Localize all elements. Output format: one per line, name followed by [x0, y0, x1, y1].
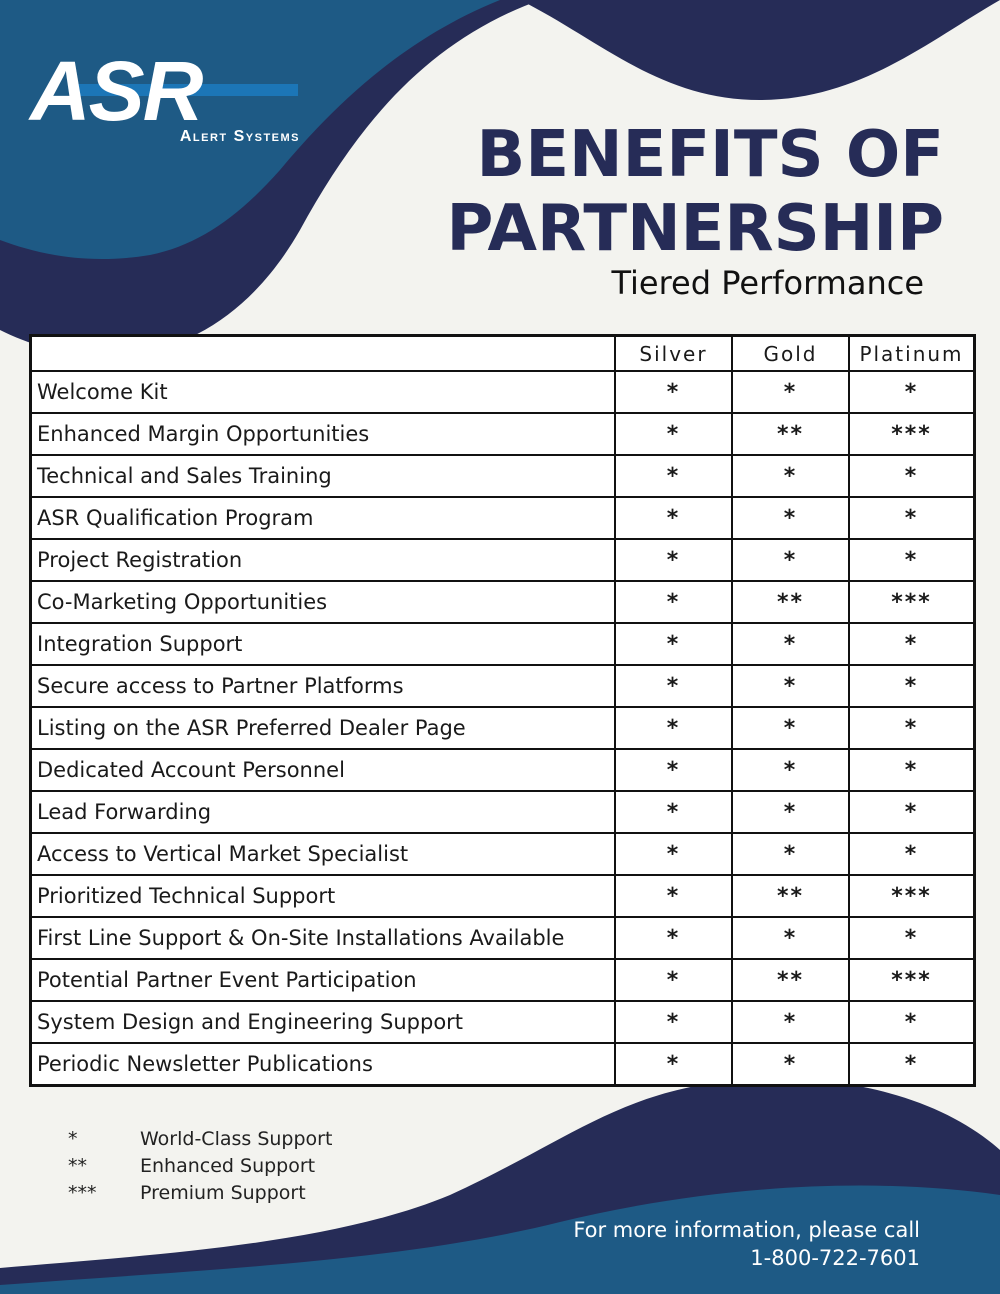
- gold-cell: *: [732, 539, 849, 581]
- legend-symbol: ***: [68, 1182, 97, 1204]
- silver-cell: *: [615, 833, 732, 875]
- gold-cell: *: [732, 749, 849, 791]
- platinum-cell: *: [849, 371, 975, 413]
- contact-info: [573, 1216, 920, 1272]
- table-row: [31, 1043, 975, 1086]
- table-row: [31, 959, 975, 1001]
- page-subtitle: Tiered Performance: [611, 264, 924, 302]
- gold-cell: *: [732, 665, 849, 707]
- table-row: [31, 791, 975, 833]
- table-row: [31, 665, 975, 707]
- gold-cell: *: [732, 1043, 849, 1086]
- silver-cell: *: [615, 497, 732, 539]
- platinum-cell: ***: [849, 413, 975, 455]
- page-title: [446, 118, 944, 266]
- platinum-cell: *: [849, 1001, 975, 1043]
- platinum-cell: *: [849, 455, 975, 497]
- silver-cell: *: [615, 1001, 732, 1043]
- silver-cell: *: [615, 1043, 732, 1086]
- table-row: [31, 749, 975, 791]
- asr-logo: [30, 44, 300, 152]
- platinum-cell: *: [849, 623, 975, 665]
- column-header-gold: Gold: [732, 336, 849, 372]
- platinum-cell: *: [849, 539, 975, 581]
- platinum-cell: *: [849, 917, 975, 959]
- benefit-cell: Potential Partner Event Participation: [31, 959, 616, 1001]
- gold-cell: **: [732, 959, 849, 1001]
- benefit-cell: Lead Forwarding: [31, 791, 616, 833]
- silver-cell: *: [615, 875, 732, 917]
- benefit-cell: Enhanced Margin Opportunities: [31, 413, 616, 455]
- silver-cell: *: [615, 791, 732, 833]
- platinum-cell: *: [849, 791, 975, 833]
- gold-cell: *: [732, 1001, 849, 1043]
- table-row: [31, 413, 975, 455]
- benefit-cell: Integration Support: [31, 623, 616, 665]
- benefit-cell: Access to Vertical Market Specialist: [31, 833, 616, 875]
- table-row: [31, 1001, 975, 1043]
- silver-cell: *: [615, 959, 732, 1001]
- benefit-cell: Technical and Sales Training: [31, 455, 616, 497]
- benefits-table: [29, 334, 976, 1087]
- column-header-platinum: Platinum: [849, 336, 975, 372]
- gold-cell: *: [732, 623, 849, 665]
- legend-meaning: Enhanced Support: [140, 1155, 316, 1177]
- platinum-cell: ***: [849, 959, 975, 1001]
- platinum-cell: ***: [849, 581, 975, 623]
- gold-cell: **: [732, 413, 849, 455]
- silver-cell: *: [615, 539, 732, 581]
- benefit-cell: Prioritized Technical Support: [31, 875, 616, 917]
- table-row: [31, 917, 975, 959]
- benefit-cell: Co-Marketing Opportunities: [31, 581, 616, 623]
- contact-phone: 1-800-722-7601: [750, 1246, 920, 1270]
- legend-symbol: *: [68, 1128, 78, 1150]
- platinum-cell: *: [849, 833, 975, 875]
- table-row: [31, 707, 975, 749]
- silver-cell: *: [615, 371, 732, 413]
- table-row: [31, 455, 975, 497]
- platinum-cell: *: [849, 1043, 975, 1086]
- table-header-row: [31, 336, 975, 372]
- benefit-cell: First Line Support & On-Site Installations Available: [31, 917, 616, 959]
- gold-cell: *: [732, 833, 849, 875]
- legend-item: [68, 1153, 332, 1180]
- gold-cell: *: [732, 497, 849, 539]
- silver-cell: *: [615, 665, 732, 707]
- gold-cell: *: [732, 707, 849, 749]
- benefit-cell: Dedicated Account Personnel: [31, 749, 616, 791]
- silver-cell: *: [615, 413, 732, 455]
- silver-cell: *: [615, 917, 732, 959]
- title-line-1: BENEFITS OF: [476, 118, 944, 192]
- platinum-cell: *: [849, 497, 975, 539]
- silver-cell: *: [615, 455, 732, 497]
- benefit-cell: Listing on the ASR Preferred Dealer Page: [31, 707, 616, 749]
- benefit-cell: Secure access to Partner Platforms: [31, 665, 616, 707]
- benefit-cell: System Design and Engineering Support: [31, 1001, 616, 1043]
- table-row: [31, 371, 975, 413]
- gold-cell: **: [732, 581, 849, 623]
- logo-tagline: Alert Systems: [179, 128, 300, 145]
- table-row: [31, 539, 975, 581]
- legend-meaning: World-Class Support: [140, 1128, 333, 1150]
- table-row: [31, 497, 975, 539]
- legend-item: [68, 1126, 332, 1153]
- benefit-cell: Project Registration: [31, 539, 616, 581]
- table-row: [31, 875, 975, 917]
- legend: [68, 1126, 332, 1207]
- table-row: [31, 623, 975, 665]
- legend-symbol: **: [68, 1155, 87, 1177]
- logo-mark: ASR: [30, 44, 202, 138]
- gold-cell: *: [732, 455, 849, 497]
- silver-cell: *: [615, 581, 732, 623]
- platinum-cell: *: [849, 665, 975, 707]
- gold-cell: *: [732, 917, 849, 959]
- contact-line: For more information, please call: [573, 1218, 920, 1242]
- benefit-cell: Welcome Kit: [31, 371, 616, 413]
- platinum-cell: ***: [849, 875, 975, 917]
- gold-cell: *: [732, 371, 849, 413]
- silver-cell: *: [615, 749, 732, 791]
- platinum-cell: *: [849, 707, 975, 749]
- table-row: [31, 581, 975, 623]
- gold-cell: *: [732, 791, 849, 833]
- silver-cell: *: [615, 707, 732, 749]
- platinum-cell: *: [849, 749, 975, 791]
- column-header-silver: Silver: [615, 336, 732, 372]
- column-header-benefit: [31, 336, 616, 372]
- benefit-cell: ASR Qualification Program: [31, 497, 616, 539]
- title-line-2: PARTNERSHIP: [446, 192, 944, 266]
- benefit-cell: Periodic Newsletter Publications: [31, 1043, 616, 1086]
- silver-cell: *: [615, 623, 732, 665]
- gold-cell: **: [732, 875, 849, 917]
- top-right-navy-wave: [520, 0, 1000, 100]
- legend-meaning: Premium Support: [140, 1182, 306, 1204]
- legend-item: [68, 1180, 332, 1207]
- table-row: [31, 833, 975, 875]
